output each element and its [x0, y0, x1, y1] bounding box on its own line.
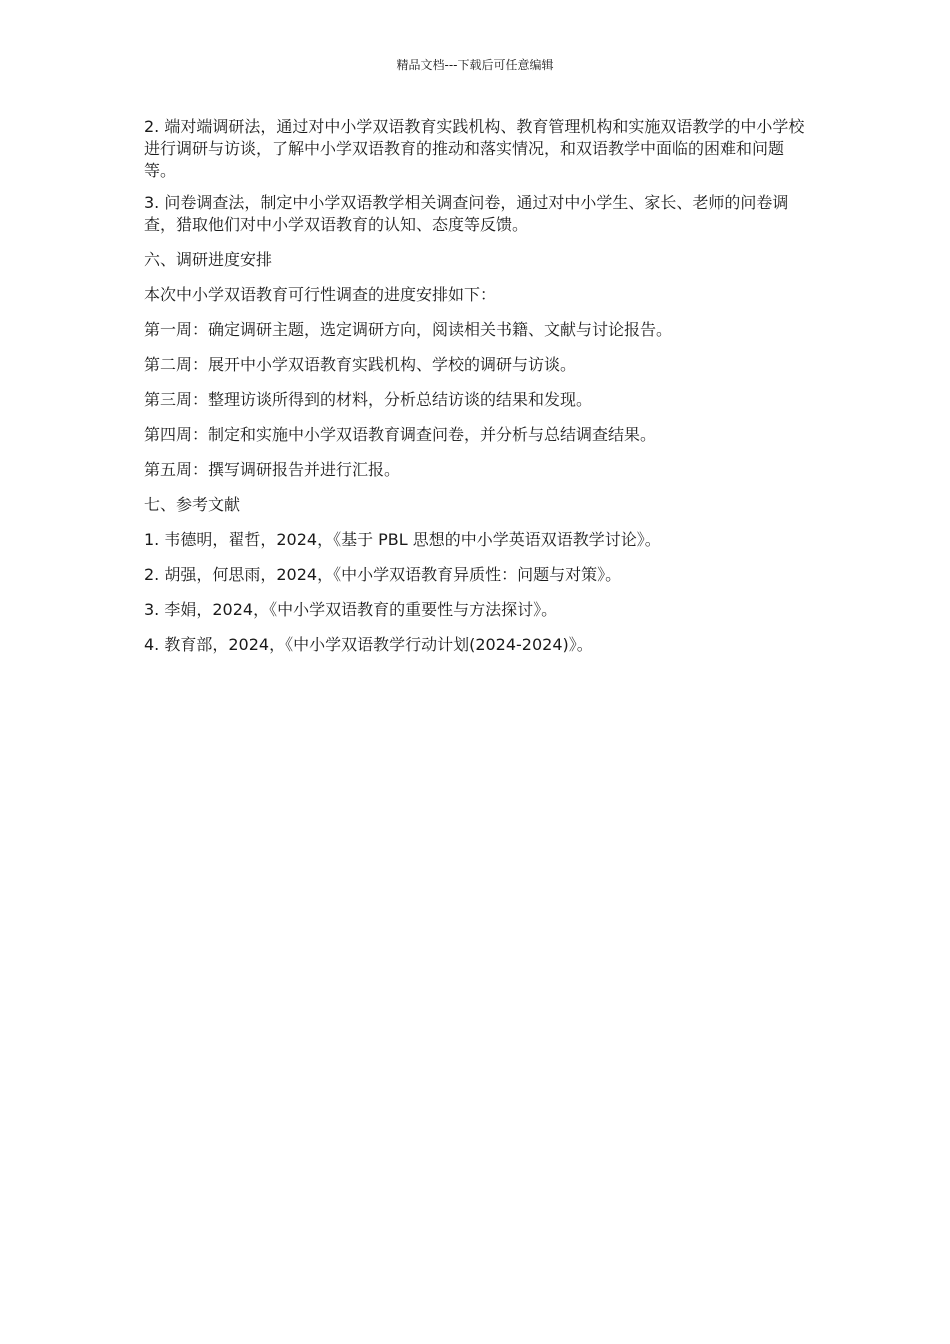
reference-item-2: 2. 胡强，何思雨，2024，《中小学双语教育异质性：问题与对策》。 — [144, 565, 622, 584]
schedule-week-2: 第二周：展开中小学双语教育实践机构、学校的调研与访谈。 — [144, 355, 577, 374]
schedule-week-5: 第五周：撰写调研报告并进行汇报。 — [144, 460, 401, 479]
page-header: 精品文档---下载后可任意编辑 — [396, 58, 554, 72]
document-body — [144, 116, 806, 669]
reference-item-3: 3. 李娟，2024，《中小学双语教育的重要性与方法探讨》。 — [144, 600, 558, 619]
schedule-week-3: 第三周：整理访谈所得到的材料，分析总结访谈的结果和发现。 — [144, 390, 593, 409]
section-heading-references: 七、参考文献 — [144, 495, 241, 514]
paragraph-schedule-intro: 本次中小学双语教育可行性调查的进度安排如下： — [144, 285, 497, 304]
reference-item-4: 4. 教育部，2024，《中小学双语教学行动计划(2024-2024)》。 — [144, 635, 593, 654]
schedule-week-4: 第四周：制定和实施中小学双语教育调查问卷，并分析与总结调查结果。 — [144, 425, 657, 444]
reference-item-1: 1. 韦德明，翟哲，2024，《基于 PBL 思想的中小学英语双语教学讨论》。 — [144, 530, 661, 549]
schedule-week-1: 第一周：确定调研主题，选定调研方向，阅读相关书籍、文献与讨论报告。 — [144, 320, 673, 339]
section-heading-schedule: 六、调研进度安排 — [144, 250, 273, 269]
paragraph-research-method-2: 2. 端对端调研法，通过对中小学双语教育实践机构、教育管理机构和实施双语教学的中小学校进行调研与访谈，了解中小学双语教育的推动和落实情况，和双语教学中面临的困难和问题等。 — [144, 117, 805, 180]
paragraph-research-method-3: 3. 问卷调查法，制定中小学双语教学相关调查问卷，通过对中小学生、家长、老师的问卷调查，猎取他们对中小学双语教育的认知、态度等反馈。 — [144, 193, 789, 234]
